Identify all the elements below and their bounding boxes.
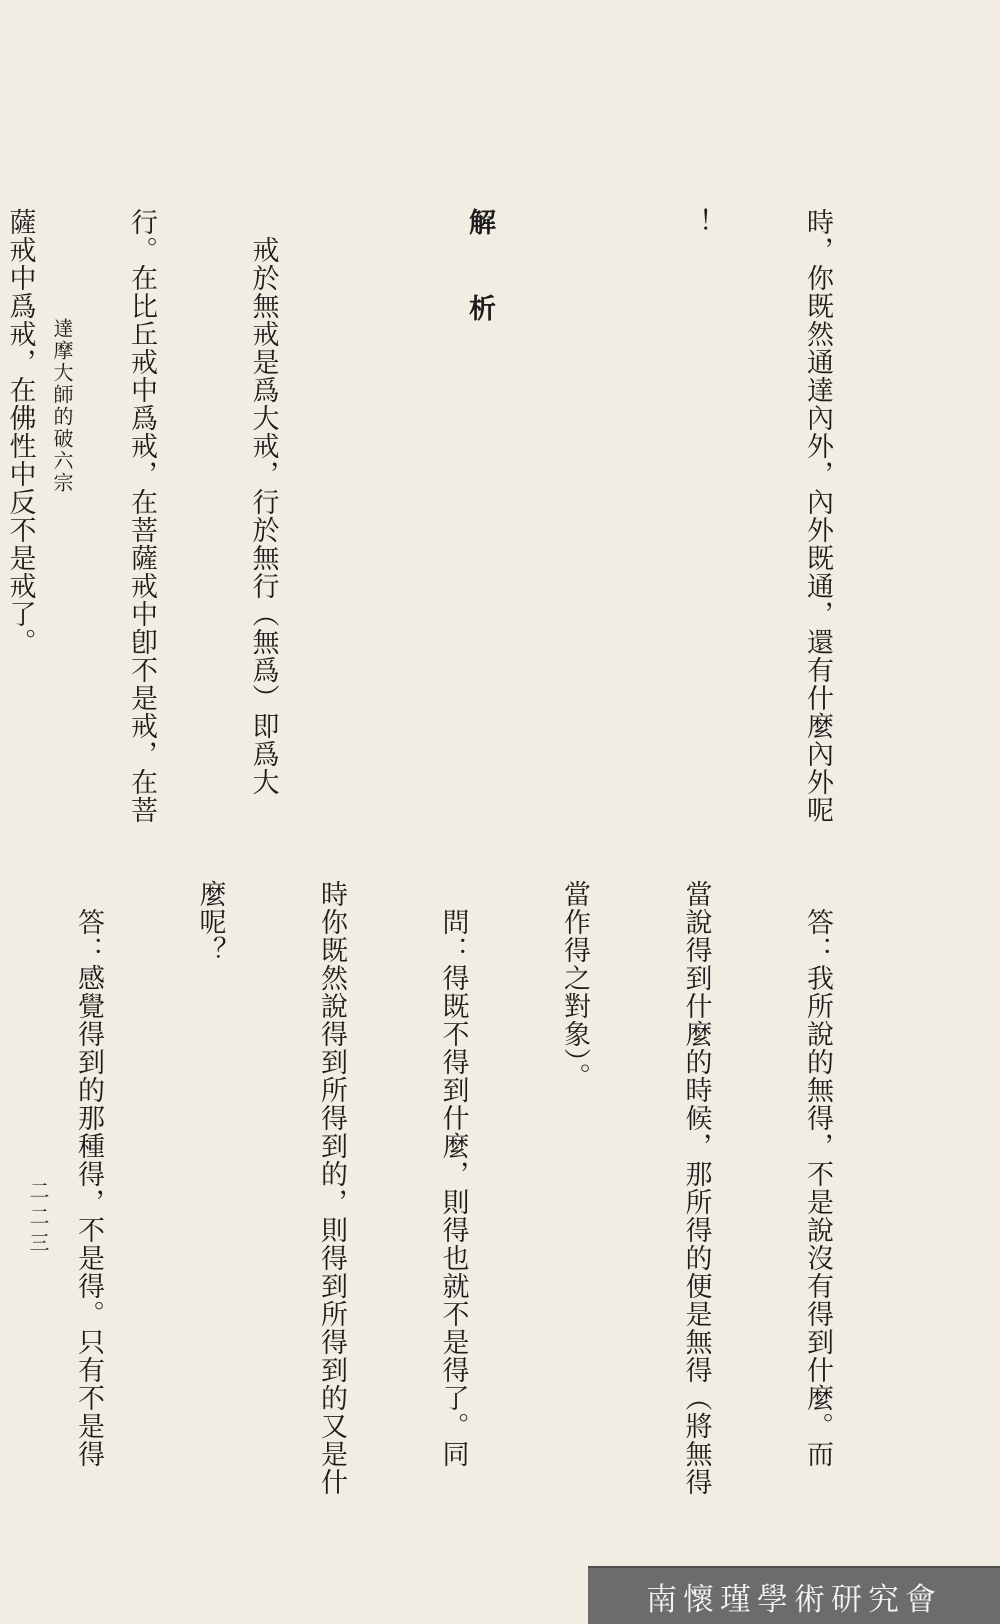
- text-column: 當作得之對象）。: [559, 880, 590, 1091]
- column-gap: [580, 208, 594, 828]
- column-gap: [364, 208, 378, 828]
- text-column: 時你既然說得到所得到的，則得到所得到的又是什: [316, 880, 347, 1496]
- text-column: 戒於無戒是爲大戒，行於無行（無爲）即爲大: [247, 208, 279, 796]
- text-column: 當說得到什麼的時候，那所得的便是無得（將無得: [680, 880, 712, 1496]
- text-column: 答：我所說的無得，不是說沒有得到什麼。而: [802, 880, 833, 1468]
- text-column: 行。在比丘戒中爲戒，在菩薩戒中卽不是戒，在菩: [126, 208, 157, 824]
- text-column: 薩戒中爲戒，在佛性中反不是戒了。: [4, 208, 36, 656]
- text-column: 問：得既不得到什麼，則得也就不是得了。同: [437, 880, 469, 1468]
- running-title: 達摩大師的破六宗: [50, 318, 74, 494]
- text-column: 時，你既然通達內外，內外既通，還有什麼內外呢: [802, 208, 833, 824]
- analysis-heading: 解 析: [464, 208, 495, 337]
- text-column: 麼呢？: [194, 880, 226, 964]
- page-number: 二二三: [26, 1180, 50, 1258]
- watermark-banner: [588, 1566, 1000, 1624]
- watermark-text: 南懷瑾學術研究會: [646, 1581, 942, 1618]
- lower-text-block: [0, 880, 918, 1520]
- upper-text-block: [0, 208, 918, 828]
- text-column: 答：感覺得到的那種得，不是得。只有不是得: [73, 880, 104, 1468]
- text-column: ！: [680, 208, 712, 236]
